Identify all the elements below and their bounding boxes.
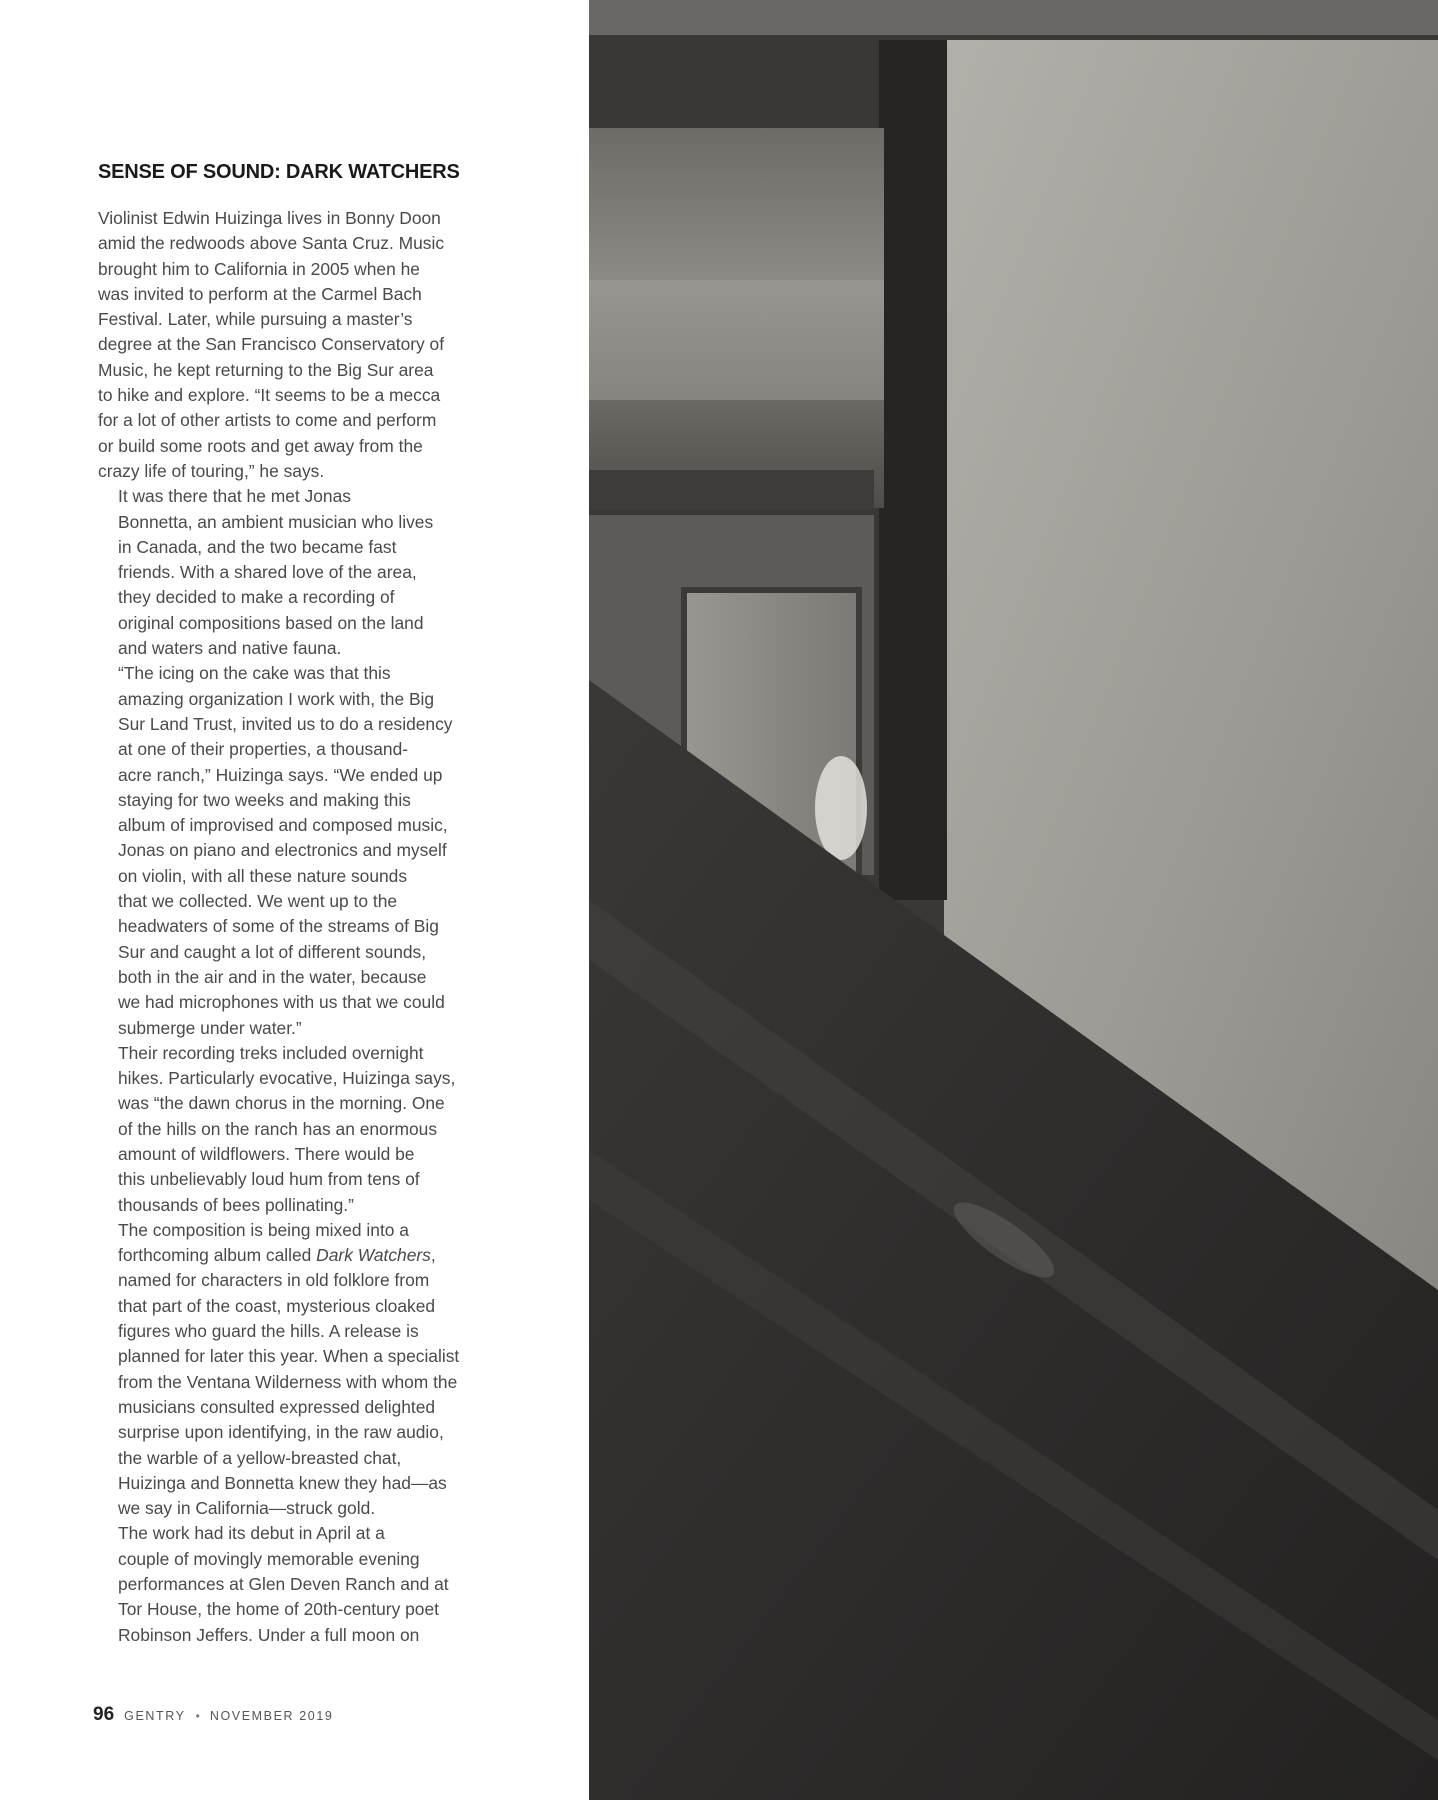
photo-top-strip xyxy=(589,0,1438,35)
paragraph-line: staying for two weeks and making this xyxy=(118,789,411,810)
paragraph-line: they decided to make a recording of xyxy=(118,587,395,608)
paragraph-line: Festival. Later, while pursuing a master’s xyxy=(98,309,413,330)
paragraph-6 xyxy=(98,1521,498,1647)
paragraph-3 xyxy=(98,661,498,1040)
paragraph-line: Music, he kept returning to the Big Sur area xyxy=(98,359,434,380)
paragraph-line: Robinson Jeffers. Under a full moon on xyxy=(118,1624,420,1645)
paragraph-line: headwaters of some of the streams of Big xyxy=(118,916,439,937)
paragraph-line: The composition is being mixed into a xyxy=(118,1219,409,1240)
paragraph-line: amount of wildflowers. There would be xyxy=(118,1143,415,1164)
photo-frame-post xyxy=(879,40,947,900)
paragraph-line: on violin, with all these nature sounds xyxy=(118,865,408,886)
paragraph-line: amid the redwoods above Santa Cruz. Music xyxy=(98,233,445,254)
paragraph-line: surprise upon identifying, in the raw audio, xyxy=(118,1422,444,1443)
paragraph-line: that we collected. We went up to the xyxy=(118,891,398,912)
paragraph-line: amazing organization I work with, the Big xyxy=(118,688,435,709)
paragraph-line: original compositions based on the land xyxy=(118,612,424,633)
paragraph-line: was invited to perform at the Carmel Bach xyxy=(98,283,422,304)
paragraph-rest xyxy=(98,1268,498,1521)
paragraph-line: we had microphones with us that we could xyxy=(118,992,445,1013)
folio-separator: • xyxy=(195,1709,200,1723)
paragraph-line: both in the air and in the water, because xyxy=(118,966,427,987)
paragraph-line: was “the dawn chorus in the morning. One xyxy=(118,1093,445,1114)
paragraph-line: submerge under water.” xyxy=(118,1017,302,1038)
article-photo xyxy=(589,0,1438,1800)
paragraph-line: Tor House, the home of 20th-century poet xyxy=(118,1599,439,1620)
paragraph-line: the warble of a yellow-breasted chat, xyxy=(118,1447,402,1468)
paragraph-line: friends. With a shared love of the area, xyxy=(118,562,417,583)
paragraph-line: thousands of bees pollinating.” xyxy=(118,1194,354,1215)
paragraph-line: Their recording treks included overnight xyxy=(118,1042,424,1063)
paragraph-line: It was there that he met Jonas xyxy=(118,486,351,507)
paragraph-line: figures who guard the hills. A release is xyxy=(118,1321,419,1342)
photo-window-sill xyxy=(589,470,874,510)
paragraph-line: in Canada, and the two became fast xyxy=(118,536,397,557)
magazine-name: GENTRY xyxy=(124,1709,186,1723)
paragraph-line: The work had its debut in April at a xyxy=(118,1523,385,1544)
paragraph-line: of the hills on the ranch has an enormous xyxy=(118,1118,438,1139)
text-run: , xyxy=(430,1245,436,1266)
paragraph-4 xyxy=(98,1041,498,1218)
paragraph-line: acre ranch,” Huizinga says. “We ended up xyxy=(118,764,443,785)
paragraph-line: or build some roots and get away from the xyxy=(98,435,423,456)
paragraph-line: musicians consulted expressed delighted xyxy=(118,1396,436,1417)
text-run: forthcoming album called xyxy=(118,1245,317,1266)
paragraph-line: this unbelievably loud hum from tens of xyxy=(118,1169,420,1190)
photo-window-glow xyxy=(589,280,884,400)
paragraph-line: “The icing on the cake was that this xyxy=(118,663,391,684)
photo-image xyxy=(589,0,1438,1800)
paragraph-line: Violinist Edwin Huizinga lives in Bonny Doon xyxy=(98,208,441,228)
photo-blur-figure xyxy=(815,756,867,860)
paragraph-line: hikes. Particularly evocative, Huizinga says, xyxy=(118,1068,456,1089)
page-folio xyxy=(93,1704,333,1726)
paragraph-line: couple of movingly memorable evening xyxy=(118,1548,420,1569)
paragraph-line: we say in California—struck gold. xyxy=(118,1498,376,1519)
paragraph-line: planned for later this year. When a specialist xyxy=(118,1346,460,1367)
paragraph-line: Bonnetta, an ambient musician who lives xyxy=(118,511,434,532)
paragraph-line: at one of their properties, a thousand- xyxy=(118,739,409,760)
paragraph-2 xyxy=(98,484,498,661)
paragraph-line: for a lot of other artists to come and perform xyxy=(98,410,437,431)
issue-date: NOVEMBER 2019 xyxy=(209,1709,334,1723)
page-number: 96 xyxy=(93,1704,115,1725)
paragraph-line: brought him to California in 2005 when he xyxy=(98,258,420,279)
paragraph-5 xyxy=(98,1218,498,1522)
paragraph-line: named for characters in old folklore from xyxy=(118,1270,430,1291)
paragraph-line: performances at Glen Deven Ranch and at xyxy=(118,1574,449,1595)
article-headline: SENSE OF SOUND: DARK WATCHERS xyxy=(98,161,460,183)
paragraph-line: Huizinga and Bonnetta knew they had—as xyxy=(118,1472,447,1493)
paragraph-line: and waters and native fauna. xyxy=(118,638,342,659)
article-body xyxy=(98,206,498,1648)
paragraph-line: degree at the San Francisco Conservatory of xyxy=(98,334,445,355)
paragraph-line: from the Ventana Wilderness with whom the xyxy=(118,1371,458,1392)
paragraph-line: Sur and caught a lot of different sounds, xyxy=(118,941,427,962)
article-column xyxy=(98,158,498,1648)
paragraph-line: album of improvised and composed music, xyxy=(118,815,448,836)
paragraph-line: to hike and explore. “It seems to be a mecca xyxy=(98,385,441,406)
paragraph-1 xyxy=(98,206,498,484)
album-title: Dark Watchers xyxy=(316,1245,431,1266)
paragraph-line: Sur Land Trust, invited us to do a residency xyxy=(118,713,453,734)
paragraph-line: Jonas on piano and electronics and myself xyxy=(118,840,447,861)
paragraph-line: crazy life of touring,” he says. xyxy=(98,460,325,481)
paragraph-line: that part of the coast, mysterious cloaked xyxy=(118,1295,436,1316)
paragraph-line xyxy=(98,1243,498,1268)
